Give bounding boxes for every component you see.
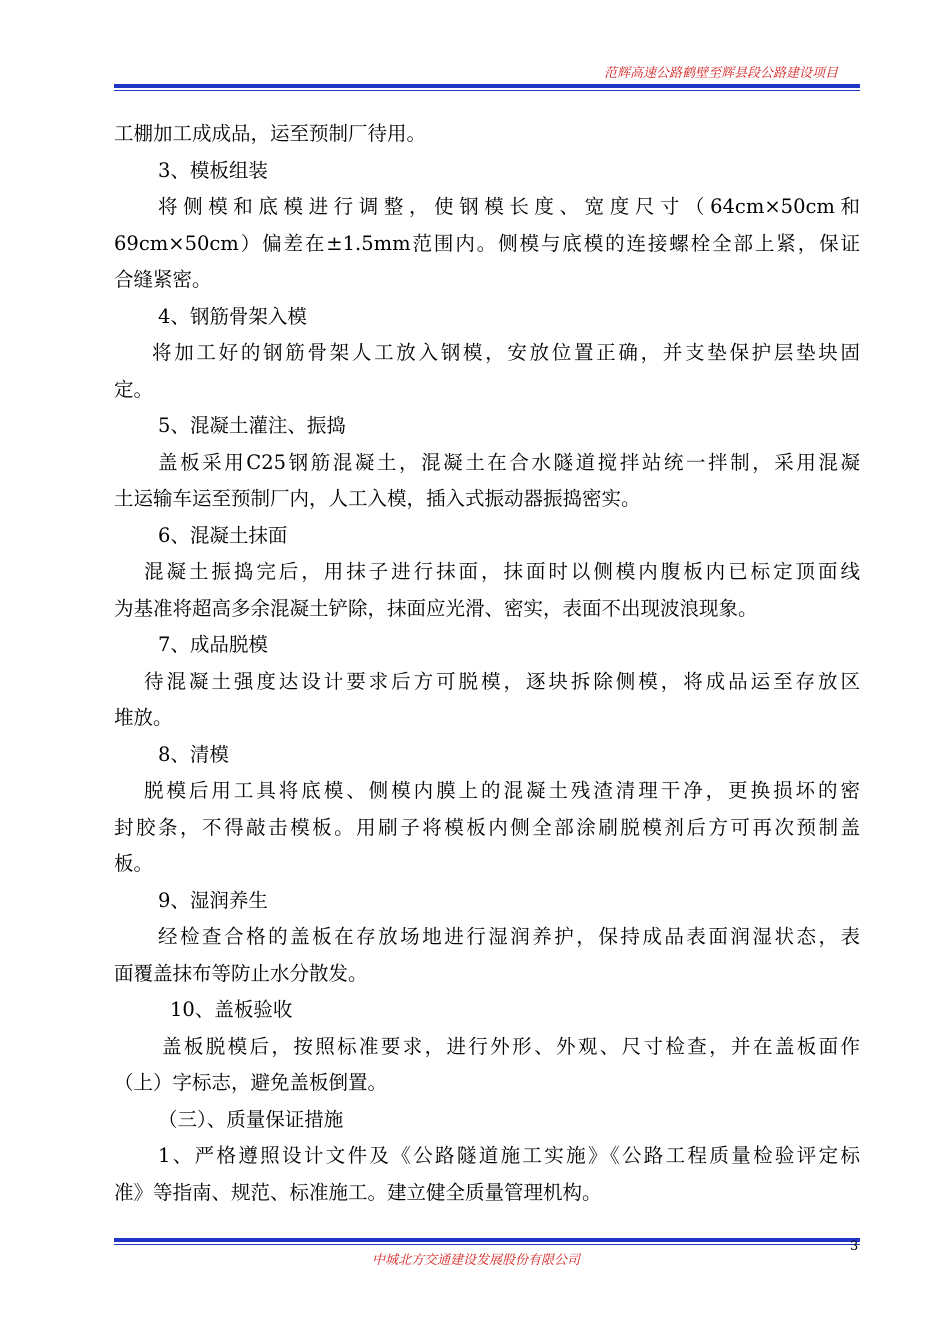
text-line: 混凝土振捣完后，用抹子进行抹面，抹面时以侧模内腹板内已标定顶面线 — [144, 560, 860, 583]
footer-company: 中城北方交通建设发展股份有限公司 — [372, 1253, 581, 1268]
section-heading: 3、模板组装 — [158, 158, 268, 182]
text-line: 堆放。 — [114, 706, 173, 729]
text-line: 封胶条，不得敲击模板。用刷子将模板内侧全部涂刷脱模剂后方可再次预制盖 — [114, 815, 860, 839]
text-line: 经检查合格的盖板在存放场地进行湿润养护，保持成品表面润湿状态，表 — [158, 925, 860, 948]
section-heading: （三）、质量保证措施 — [158, 1107, 344, 1131]
section-heading: 9、湿润养生 — [158, 888, 268, 912]
text-line: 脱模后用工具将底模、侧模内膜上的混凝土残渣清理干净，更换损坏的密 — [144, 779, 860, 802]
footer-rule-thick — [114, 1238, 860, 1242]
text-line: 定。 — [114, 377, 154, 401]
header-rule-thin — [114, 90, 860, 91]
section-heading: 7、成品脱模 — [158, 633, 268, 656]
text-line: 1、严格遵照设计文件及《公路隧道施工实施》《公路工程质量检验评定标 — [158, 1144, 860, 1167]
text-line: （上）字标志，避免盖板倒置。 — [114, 1071, 388, 1094]
section-heading: 4、钢筋骨架入模 — [158, 304, 307, 328]
section-heading: 8、清模 — [158, 742, 229, 766]
text-line: 将加工好的钢筋骨架人工放入钢模，安放位置正确，并支垫保护层垫块固 — [152, 341, 860, 364]
text-line: 69cm×50cm）偏差在±1.5mm范围内。侧模与底模的连接螺栓全部上紧，保证 — [114, 231, 860, 255]
text-line: 为基准将超高多余混凝土铲除，抹面应光滑、密实，表面不出现波浪现象。 — [114, 596, 758, 620]
text-line: 准》等指南、规范、标准施工。建立健全质量管理机构。 — [114, 1180, 602, 1204]
text-line: 板。 — [114, 852, 154, 875]
section-heading: 6、混凝土抹面 — [158, 523, 288, 547]
header-rule-thick — [114, 84, 860, 88]
text-line: 盖板采用C25钢筋混凝土，混凝土在合水隧道搅拌站统一拌制，采用混凝 — [158, 450, 860, 474]
text-line: 盖板脱模后，按照标准要求，进行外形、外观、尺寸检查，并在盖板面作 — [162, 1034, 860, 1058]
page-number: 3 — [850, 1239, 859, 1254]
footer-rule-thin — [114, 1244, 860, 1245]
text-line: 土运输车运至预制厂内，人工入模，插入式振动器振捣密实。 — [114, 487, 641, 510]
section-heading: 10、盖板验收 — [170, 998, 293, 1021]
text-line: 工棚加工成成品，运至预制厂待用。 — [114, 122, 427, 145]
text-line: 面覆盖抹布等防止水分散发。 — [114, 961, 368, 985]
section-heading: 5、混凝土灌注、振捣 — [158, 414, 346, 437]
text-line: 待混凝土强度达设计要求后方可脱模，逐块拆除侧模，将成品运至存放区 — [144, 669, 860, 693]
text-line: 将侧模和底模进行调整，使钢模长度、宽度尺寸（64cm×50cm和 — [158, 195, 860, 218]
text-line: 合缝紧密。 — [114, 268, 212, 291]
document-body — [114, 116, 860, 1211]
header-title: 范辉高速公路鹤壁至辉县段公路建设项目 — [603, 66, 838, 81]
